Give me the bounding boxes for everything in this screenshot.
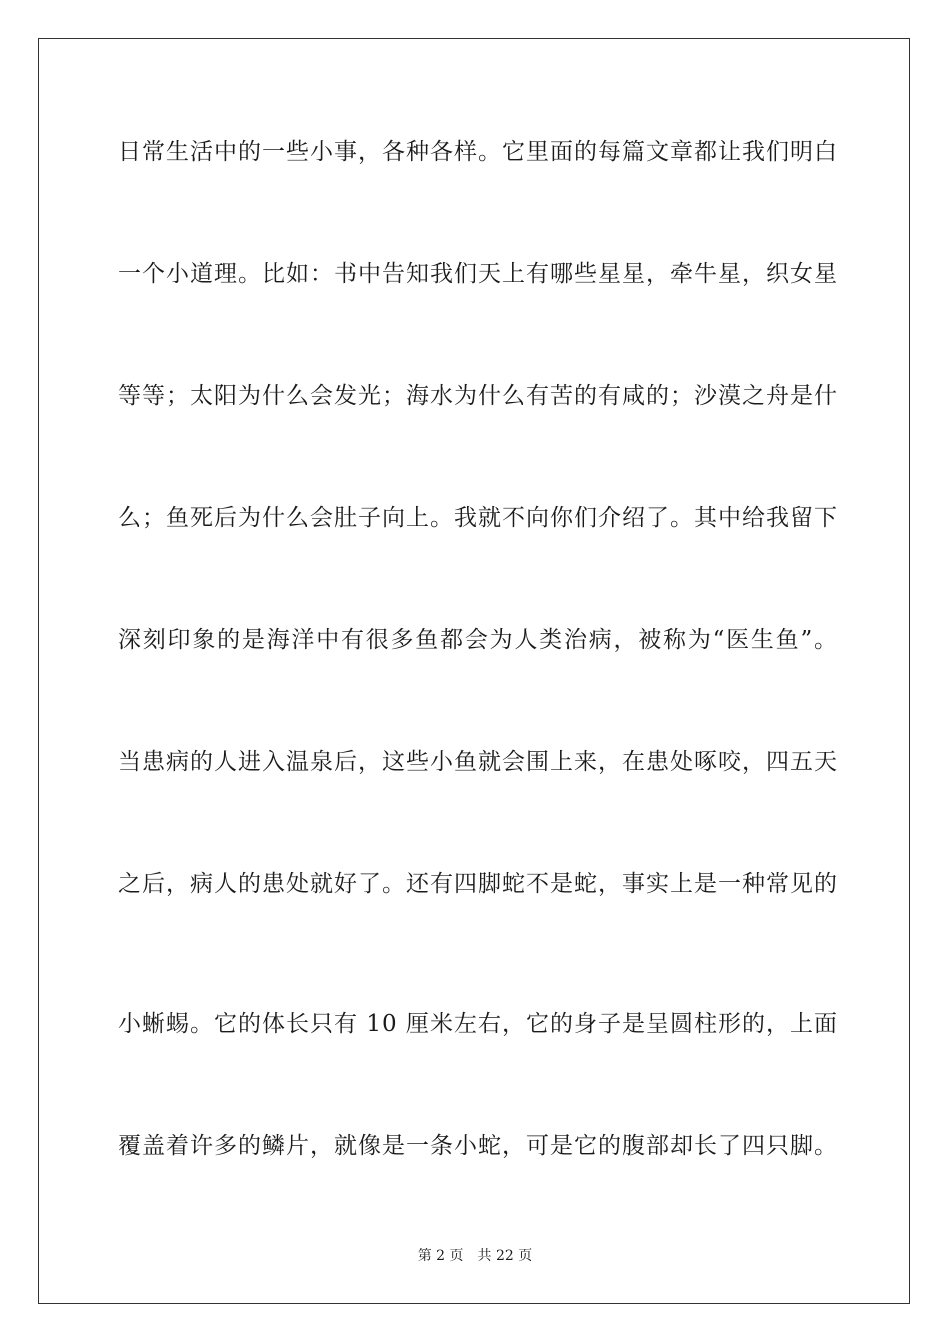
page-total: 共 22 页 <box>477 1248 533 1264</box>
page-border <box>38 38 910 1304</box>
body-text-line: 小蜥蜴。它的体长只有 10 厘米左右，它的身子是呈圆柱形的，上面 <box>118 1011 838 1037</box>
body-text-line: 日常生活中的一些小事，各种各样。它里面的每篇文章都让我们明白 <box>118 139 838 165</box>
body-text-line: 深刻印象的是海洋中有很多鱼都会为人类治病，被称为“医生鱼”。 <box>118 627 838 653</box>
body-text-line: 覆盖着许多的鳞片，就像是一条小蛇，可是它的腹部却长了四只脚。 <box>118 1133 838 1159</box>
page-footer <box>0 1247 950 1265</box>
body-text-line: 么；鱼死后为什么会肚子向上。我就不向你们介绍了。其中给我留下 <box>118 505 838 531</box>
body-text-line: 当患病的人进入温泉后，这些小鱼就会围上来，在患处啄咬，四五天 <box>118 749 838 775</box>
body-text-line: 等等；太阳为什么会发光；海水为什么有苦的有咸的；沙漠之舟是什 <box>118 383 838 409</box>
body-text-line: 之后，病人的患处就好了。还有四脚蛇不是蛇，事实上是一种常见的 <box>118 871 838 897</box>
body-text-line: 一个小道理。比如：书中告知我们天上有哪些星星，牵牛星，织女星 <box>118 261 838 287</box>
page-number: 第 2 页 <box>417 1248 464 1264</box>
